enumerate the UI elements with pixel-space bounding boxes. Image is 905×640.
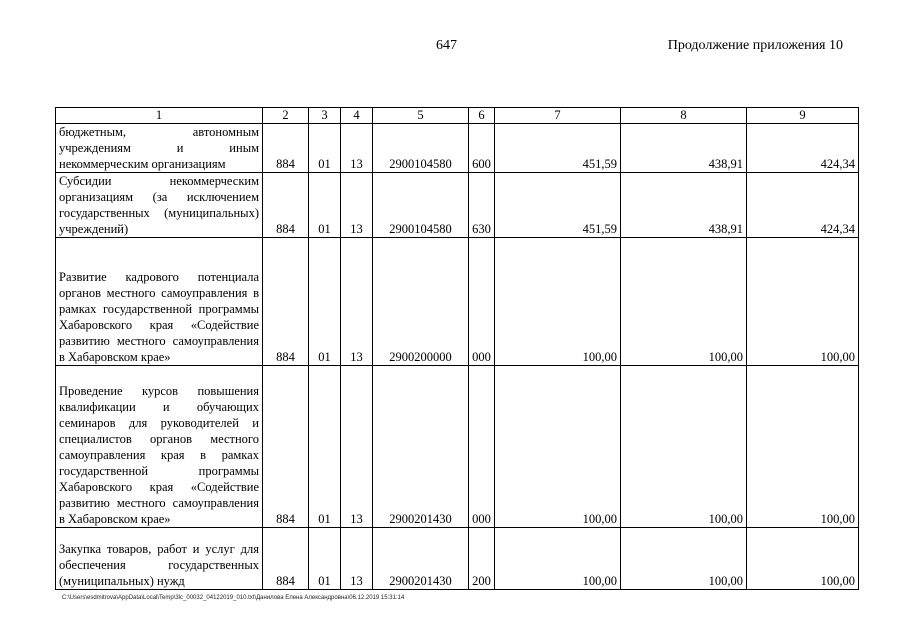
page-number: 647 (436, 38, 457, 53)
expense-type-code: 630 (469, 173, 495, 238)
ministry-code: 884 (263, 238, 309, 366)
table-row (56, 124, 859, 173)
amount-col7: 451,59 (495, 124, 621, 173)
target-article-code: 2900201430 (373, 528, 469, 590)
ministry-code: 884 (263, 366, 309, 528)
column-header: 3 (309, 108, 341, 124)
amount-col8: 100,00 (621, 238, 747, 366)
target-article-code: 2900104580 (373, 124, 469, 173)
amount-col9: 424,34 (747, 173, 859, 238)
ministry-code: 884 (263, 173, 309, 238)
expense-type-code: 200 (469, 528, 495, 590)
amount-col8: 100,00 (621, 366, 747, 528)
continuation-caption: Продолжение приложения 10 (667, 38, 843, 53)
table-row (56, 528, 859, 590)
section-code: 01 (309, 238, 341, 366)
column-header: 5 (373, 108, 469, 124)
subsection-code: 13 (341, 124, 373, 173)
amount-col9: 100,00 (747, 238, 859, 366)
section-code: 01 (309, 173, 341, 238)
target-article-code: 2900200000 (373, 238, 469, 366)
expense-type-code: 000 (469, 238, 495, 366)
column-header: 2 (263, 108, 309, 124)
row-description: Проведение курсов повышения квалификации и обучающих семинаров для руководителей и специалистов органов местного самоуправления края в рамках государственной программы Хабаровского края «Содействие развитию местного самоуправления в Хабаровском крае» (56, 366, 263, 528)
column-header: 7 (495, 108, 621, 124)
column-header: 9 (747, 108, 859, 124)
column-header: 8 (621, 108, 747, 124)
budget-table (55, 107, 859, 590)
ministry-code: 884 (263, 528, 309, 590)
amount-col8: 100,00 (621, 528, 747, 590)
amount-col8: 438,91 (621, 173, 747, 238)
header-row (56, 108, 859, 124)
table-row (56, 238, 859, 366)
subsection-code: 13 (341, 528, 373, 590)
ministry-code: 884 (263, 124, 309, 173)
column-header: 6 (469, 108, 495, 124)
row-description: Развитие кадрового потенциала органов местного самоуправления в рамках государственной программы Хабаровского края «Содействие развитию местного самоуправления в Хабаровском крае» (56, 238, 263, 366)
row-description: Закупка товаров, работ и услуг для обеспечения государственных (муниципальных) нужд (56, 528, 263, 590)
column-header: 4 (341, 108, 373, 124)
subsection-code: 13 (341, 366, 373, 528)
amount-col9: 424,34 (747, 124, 859, 173)
section-code: 01 (309, 366, 341, 528)
section-code: 01 (309, 124, 341, 173)
section-code: 01 (309, 528, 341, 590)
subsection-code: 13 (341, 173, 373, 238)
amount-col7: 100,00 (495, 238, 621, 366)
amount-col9: 100,00 (747, 528, 859, 590)
amount-col7: 451,59 (495, 173, 621, 238)
subsection-code: 13 (341, 238, 373, 366)
table-row (56, 173, 859, 238)
amount-col8: 438,91 (621, 124, 747, 173)
target-article-code: 2900104580 (373, 173, 469, 238)
row-description: бюджетным, автономным учреждениям и иным некоммерческим организациям (56, 124, 263, 173)
target-article-code: 2900201430 (373, 366, 469, 528)
expense-type-code: 600 (469, 124, 495, 173)
row-description: Субсидии некоммерческим организациям (за исключением государственных (муниципальных) учреждений) (56, 173, 263, 238)
amount-col9: 100,00 (747, 366, 859, 528)
table-row (56, 366, 859, 528)
expense-type-code: 000 (469, 366, 495, 528)
file-path-footer: C:\Users\esdmitrova\AppData\Local\Temp\3lc_00032_04122019_010.txt\Данилова Елена Александровна\06.12.2019 15:31:14 (62, 595, 405, 601)
amount-col7: 100,00 (495, 528, 621, 590)
amount-col7: 100,00 (495, 366, 621, 528)
column-header: 1 (56, 108, 263, 124)
